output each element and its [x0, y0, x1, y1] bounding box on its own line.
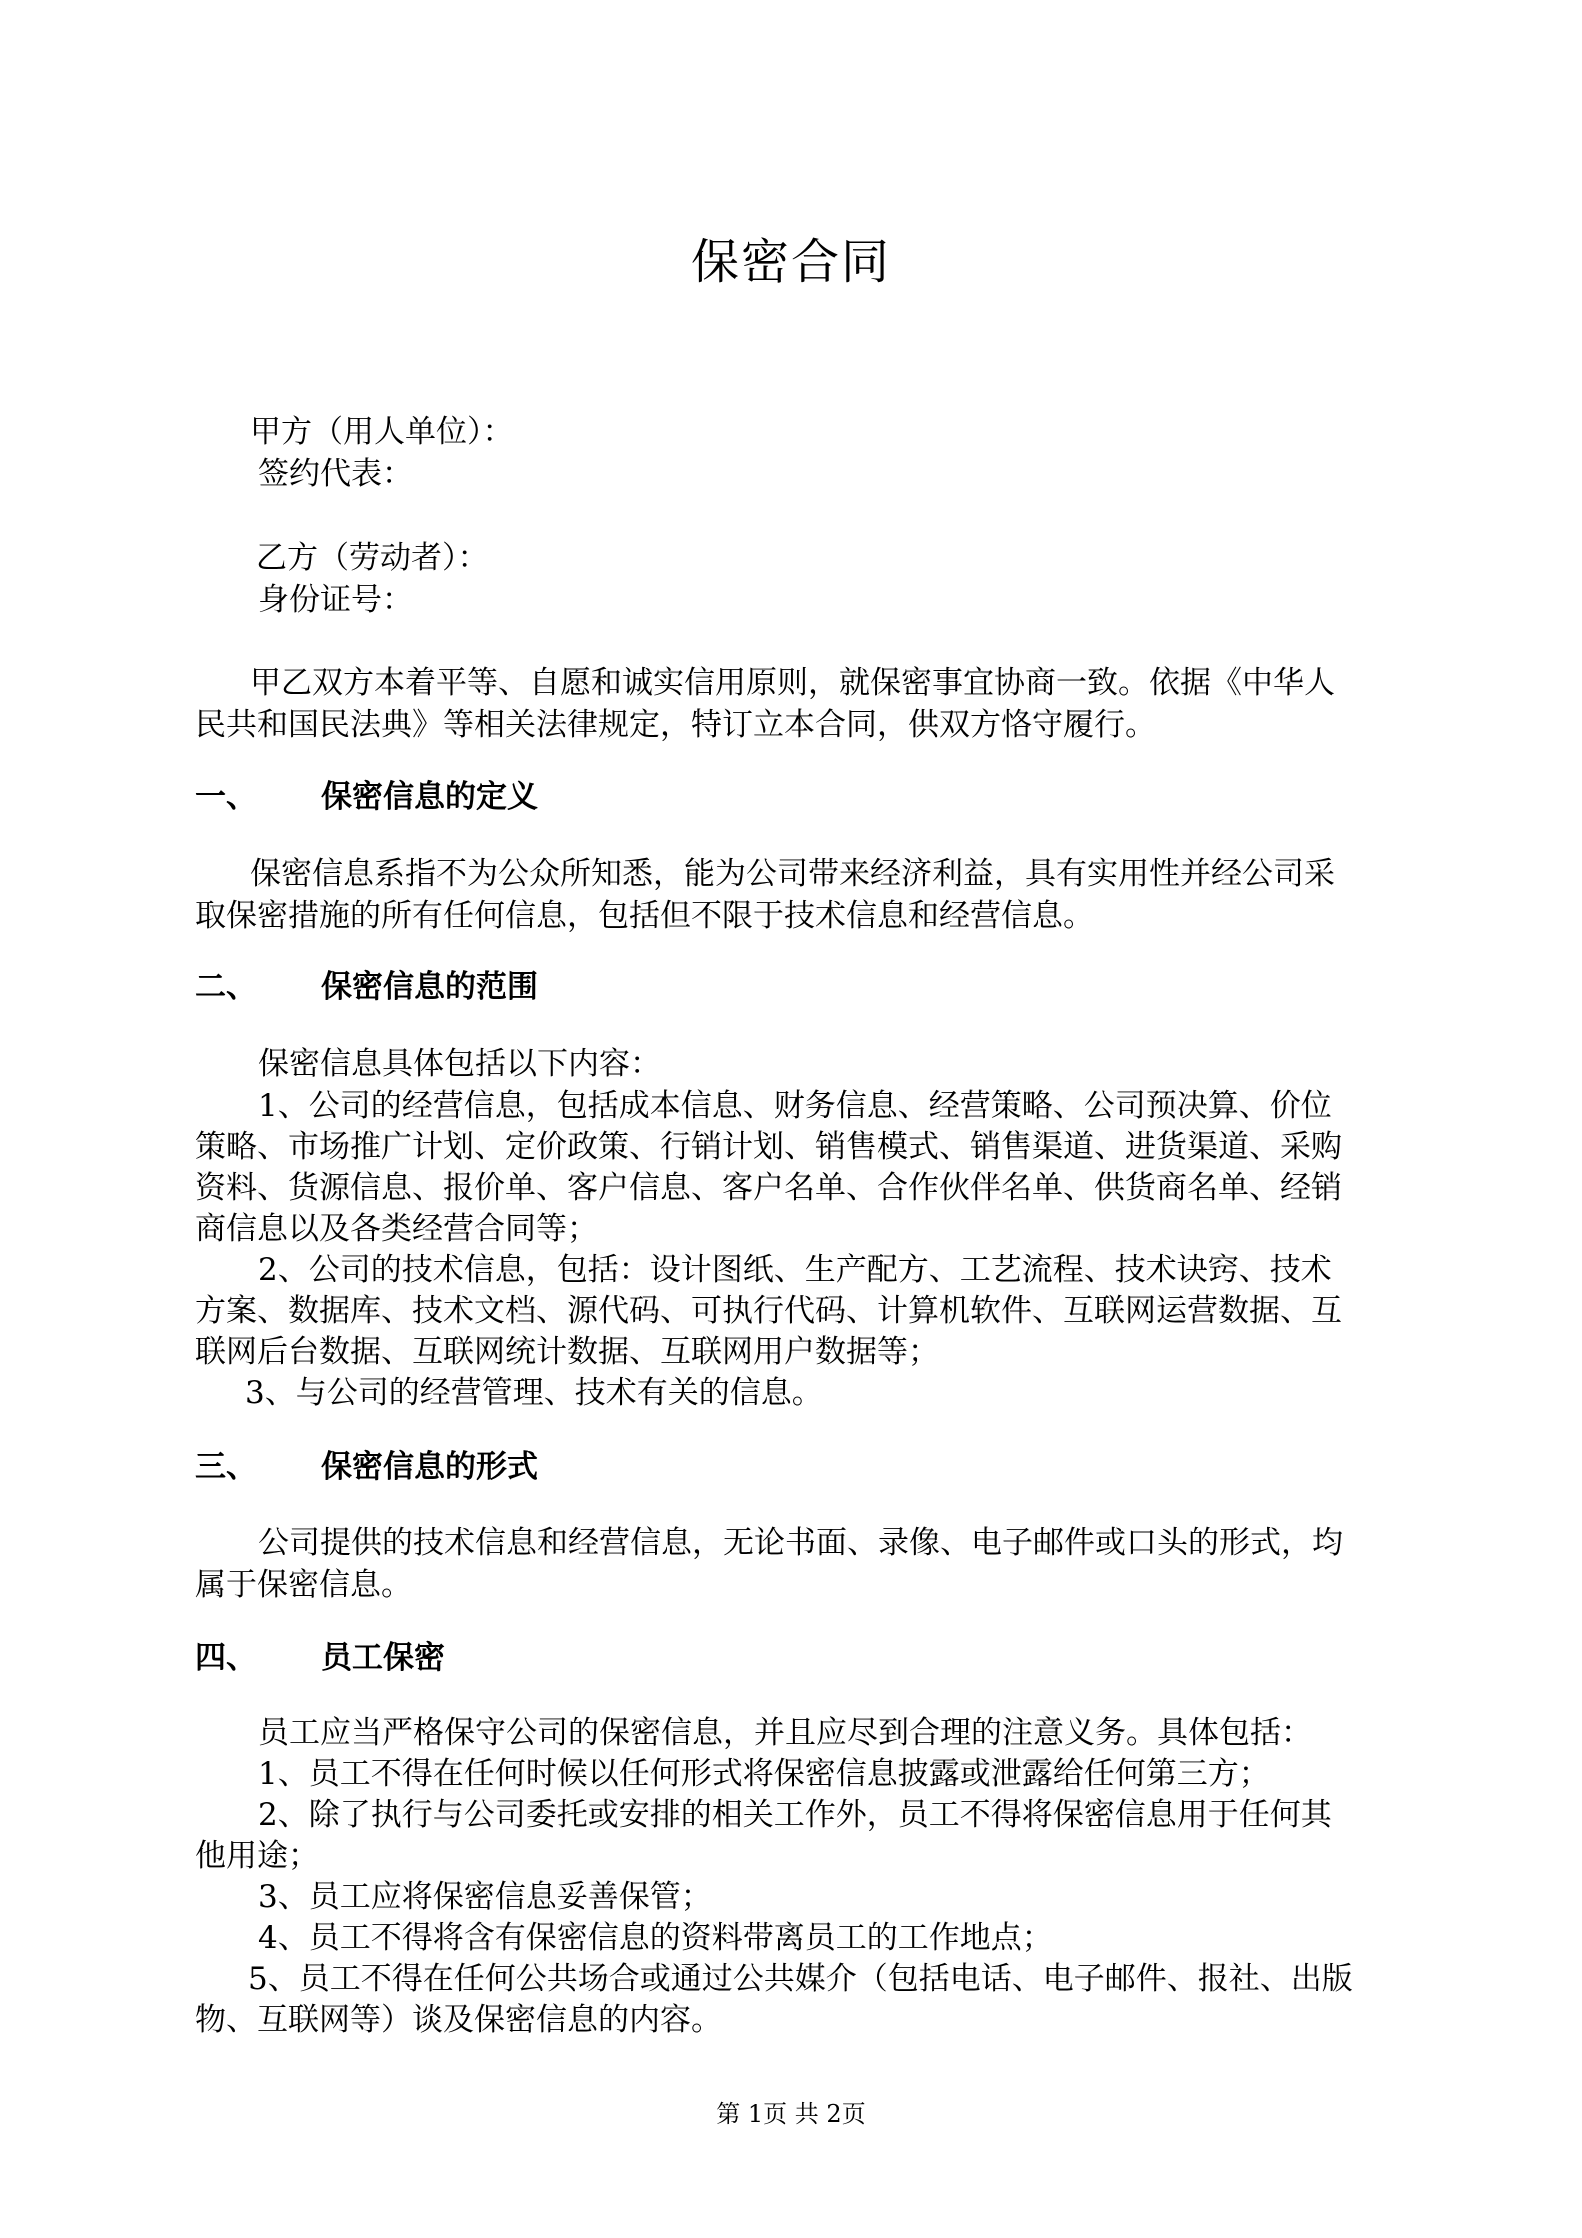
- section-line: 3、与公司的经营管理、技术有关的信息。: [245, 1375, 823, 1411]
- section-line: 2、公司的技术信息，包括：设计图纸、生产配方、工艺流程、技术诀窍、技术: [258, 1252, 1332, 1288]
- section-title: 保密信息的定义: [321, 779, 538, 815]
- section-line: 1、公司的经营信息，包括成本信息、财务信息、经营策略、公司预决算、价位: [258, 1088, 1332, 1124]
- section-title: 员工保密: [321, 1640, 445, 1676]
- section-line: 4、员工不得将含有保密信息的资料带离员工的工作地点；: [258, 1920, 1053, 1956]
- party-b-label: 乙方（劳动者）：: [256, 540, 489, 576]
- section-line: 资料、货源信息、报价单、客户信息、客户名单、合作伙伴名单、供货商名单、经销: [195, 1170, 1342, 1206]
- section-line: 策略、市场推广计划、定价政策、行销计划、销售模式、销售渠道、进货渠道、采购: [195, 1129, 1342, 1165]
- section-line: 2、除了执行与公司委托或安排的相关工作外，员工不得将保密信息用于任何其: [258, 1797, 1332, 1833]
- section-heading: [195, 776, 795, 818]
- section-number: 三、: [195, 1449, 257, 1485]
- section-line: 1、员工不得在任何时候以任何形式将保密信息披露或泄露给任何第三方；: [258, 1756, 1270, 1792]
- preamble-line: 甲乙双方本着平等、自愿和诚实信用原则，就保密事宜协商一致。依据《中华人: [250, 665, 1335, 701]
- section-line: 取保密措施的所有任何信息，包括但不限于技术信息和经营信息。: [195, 898, 1094, 934]
- party-a-label: 甲方（用人单位）：: [250, 414, 514, 450]
- section-line: 5、员工不得在任何公共场合或通过公共媒介（包括电话、电子邮件、报社、出版: [248, 1961, 1353, 1997]
- section-line: 属于保密信息。: [195, 1567, 412, 1603]
- section-number: 二、: [195, 969, 257, 1005]
- page-title: 保密合同: [690, 234, 891, 290]
- section-line: 物、互联网等）谈及保密信息的内容。: [195, 2002, 722, 2038]
- section-number: 四、: [195, 1640, 257, 1676]
- section-line: 保密信息系指不为公众所知悉，能为公司带来经济利益，具有实用性并经公司采: [250, 856, 1335, 892]
- section-line: 员工应当严格保守公司的保密信息，并且应尽到合理的注意义务。具体包括：: [258, 1715, 1312, 1751]
- section-line: 3、员工应将保密信息妥善保管；: [258, 1879, 712, 1915]
- signatory-label: 签约代表：: [258, 456, 413, 492]
- section-line: 保密信息具体包括以下内容：: [258, 1046, 661, 1082]
- section-title: 保密信息的范围: [321, 969, 538, 1005]
- page-number-footer: 第 1页 共 2页: [716, 2100, 866, 2128]
- id-number-label: 身份证号：: [258, 582, 413, 618]
- section-line: 他用途；: [195, 1838, 319, 1874]
- preamble-line: 民共和国民法典》等相关法律规定，特订立本合同，供双方恪守履行。: [195, 707, 1156, 743]
- section-heading: [195, 1637, 795, 1679]
- section-line: 公司提供的技术信息和经营信息，无论书面、录像、电子邮件或口头的形式，均: [258, 1525, 1343, 1561]
- section-line: 联网后台数据、互联网统计数据、互联网用户数据等；: [195, 1334, 939, 1370]
- section-heading: [195, 1446, 795, 1488]
- section-title: 保密信息的形式: [321, 1449, 538, 1485]
- section-line: 商信息以及各类经营合同等；: [195, 1211, 598, 1247]
- section-heading: [195, 966, 795, 1008]
- section-number: 一、: [195, 779, 257, 815]
- section-line: 方案、数据库、技术文档、源代码、可执行代码、计算机软件、互联网运营数据、互: [195, 1293, 1342, 1329]
